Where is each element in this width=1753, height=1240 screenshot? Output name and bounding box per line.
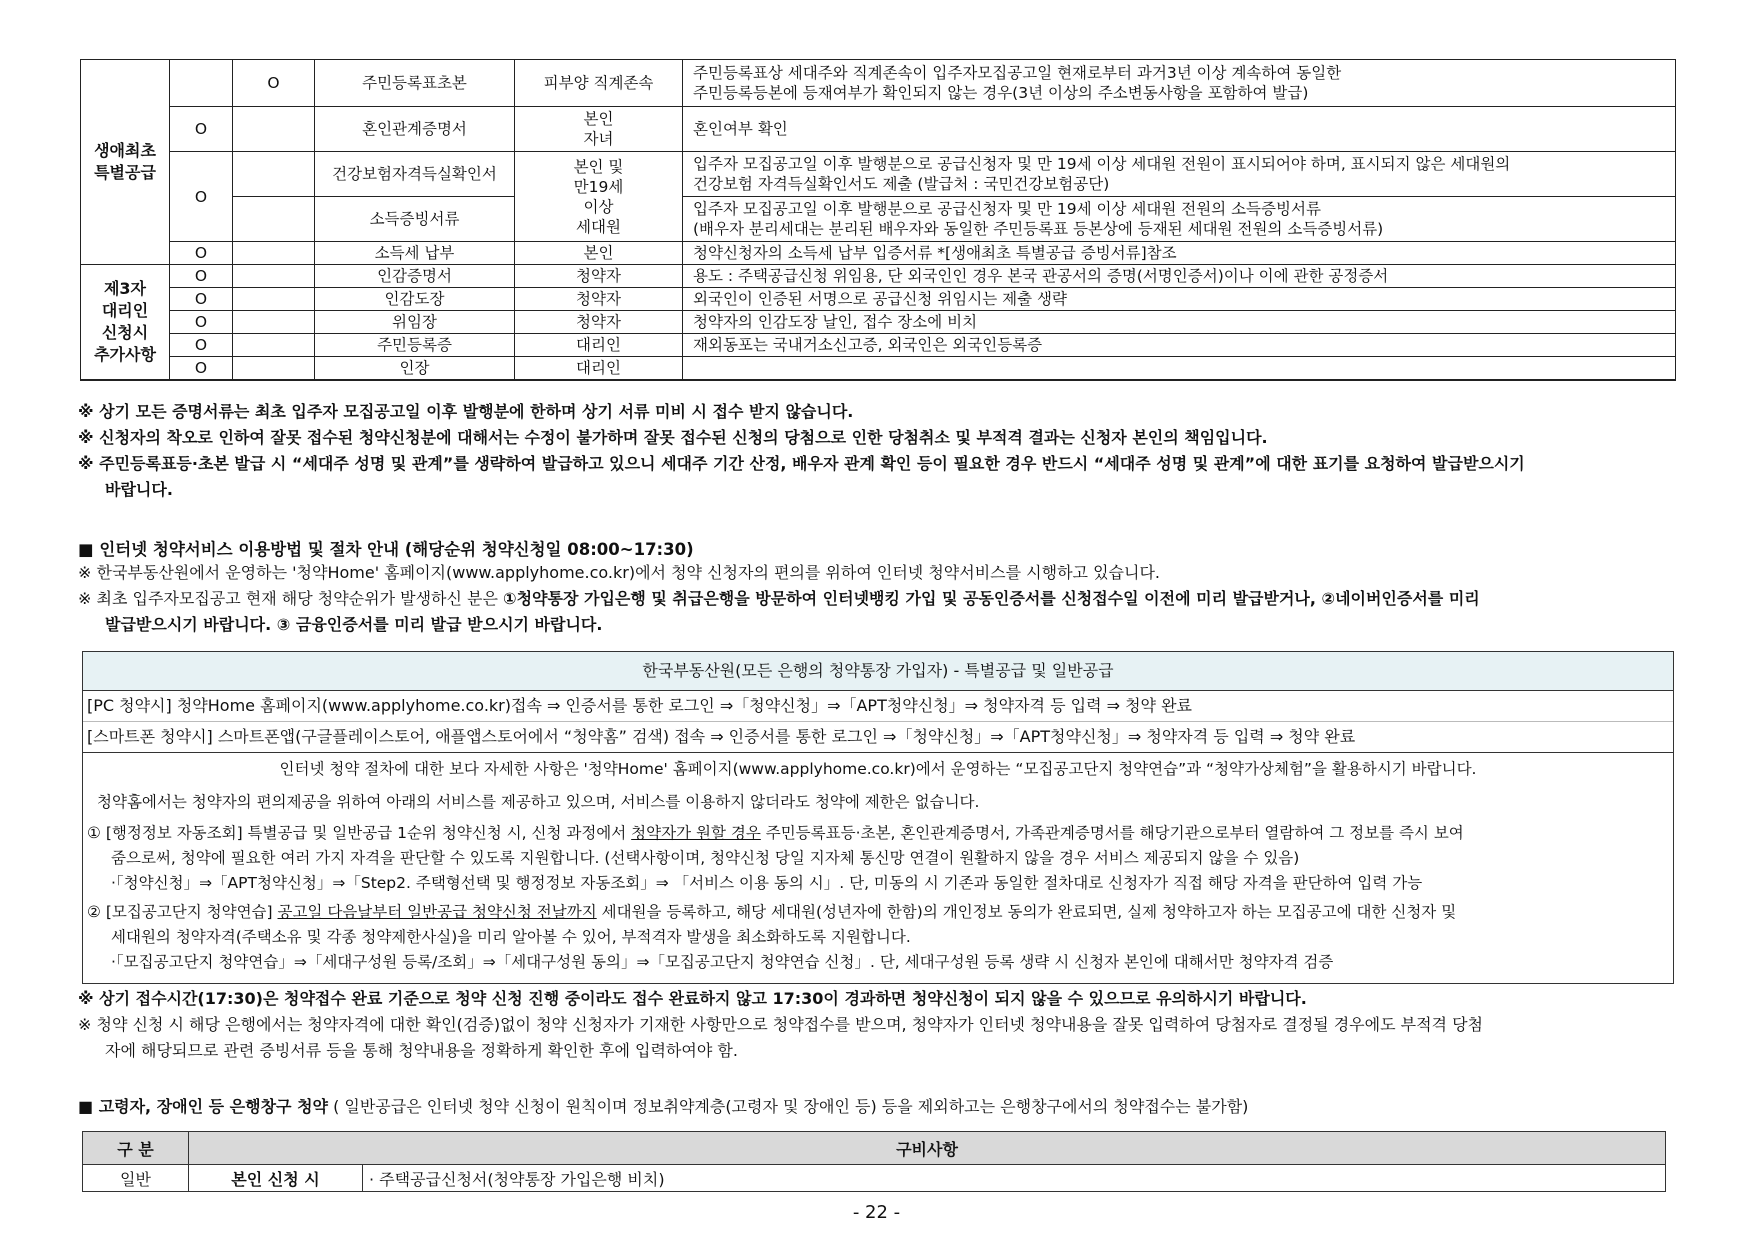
section-title-elderly: ■ 고령자, 장애인 등 은행창구 청약 ( 일반공급은 인터넷 청약 신청이 원칙이며 정보취약계층(고령자 및 장애인 등) 등을 제외하고는 은행창구에서의 청약접수는 불가함) xyxy=(78,1097,1249,1116)
doc-desc: 청약신청자의 소득세 납부 입증서류 *[생애최초 특별공급 증빙서류]참조 xyxy=(683,242,1676,265)
doc-name: 소득세 납부 xyxy=(315,242,515,265)
table-row: O 위임장 청약자 청약자의 인감도장 날인, 접수 장소에 비치 xyxy=(81,311,1676,334)
info-line: 발급받으시기 바랍니다. ③ 금융인증서를 미리 발급 받으시기 바랍니다. xyxy=(105,615,603,634)
doc-name: 주민등록증 xyxy=(315,334,515,357)
doc-target: 피부양 직계존속 xyxy=(515,60,683,107)
table-header-row: 구 분 구비사항 xyxy=(83,1132,1666,1165)
pc-procedure: [PC 청약시] 청약Home 홈페이지(www.applyhome.co.kr)접속 ⇒ 인증서를 통한 로그인 ⇒「청약신청」⇒「APT청약신청」⇒ 청약자격 등 입력 ⇒ 청약 완료 xyxy=(83,691,1673,722)
note-text: 바랍니다. xyxy=(105,480,173,499)
service-item-2: ② [모집공고단지 청약연습] 공고일 다음날부터 일반공급 청약신청 전날까지 세대원을 등록하고, 해당 세대원(성년자에 한함)의 개인정보 동의가 완료되면, 실제 청약하고자 하는 모집공고에 대한 신청자 및 xyxy=(87,903,1457,921)
note-text: ※ 신청자의 착오로 인하여 잘못 접수된 청약신청분에 대해서는 수정이 불가하며 잘못 접수된 신청의 당첨으로 인한 당첨취소 및 부적격 결과는 신청자 본인의 책임입니다. xyxy=(78,428,1268,447)
section-title-internet: ■ 인터넷 청약서비스 이용방법 및 절차 안내 (해당순위 청약신청일 08:00~17:30) xyxy=(78,540,694,559)
notes-block xyxy=(78,399,1688,503)
doc-target: 본인 자녀 xyxy=(515,107,683,152)
category-proxy: 제3자 대리인 신청시 추가사항 xyxy=(81,265,170,381)
doc-name: 주민등록표초본 xyxy=(315,60,515,107)
doc-target: 청약자 xyxy=(515,265,683,288)
doc-desc: 외국인이 인증된 서명으로 공급신청 위임시는 제출 생략 xyxy=(683,288,1676,311)
info-line: ※ 최초 입주자모집공고 현재 해당 청약순위가 발생하신 분은 ①청약통장 가입은행 및 취급은행을 방문하여 인터넷뱅킹 가입 및 공동인증서를 신청접수일 이전에 미리 발급받거나, ②네이버인증서를 미리 xyxy=(78,589,1480,608)
info-line: ※ 한국부동산원에서 운영하는 '청약Home' 홈페이지(www.applyhome.co.kr)에서 청약 신청자의 편의를 위하여 인터넷 청약서비스를 시행하고 있습니다. xyxy=(78,563,1160,582)
table-row: O 건강보험자격득실확인서 본인 및 만19세 이상 세대원 입주자 모집공고일 이후 발행분으로 공급신청자 및 만 19세 이상 세대원 전원이 표시되어야 하며, 표시되지 않은 세대원의 건강보험 자격득실확인서도 제출 (발급처 : 국민건강보험공단) xyxy=(81,152,1676,197)
service-item-1: ① [행정정보 자동조회] 특별공급 및 일반공급 1순위 청약신청 시, 신청 과정에서 청약자가 원할 경우 주민등록표등·초본, 혼인관계증명서, 가족관계증명서를 해당기관으로부터 열람하여 그 정보를 즉시 보여 xyxy=(87,824,1464,842)
required-documents-table xyxy=(80,59,1676,381)
internet-procedure-box xyxy=(82,651,1674,984)
service-description: 인터넷 청약 절차에 대한 보다 자세한 사항은 '청약Home' 홈페이지(www.applyhome.co.kr)에서 운영하는 “모집공고단지 청약연습”과 “청약가상체험”을 활용하시기 바랍니다. 청약홈에서는 청약자의 편의제공을 위하여 아래의 서비스를 제공하고 있으며, 서비스를 이용하지 않더라도 청약에 제한은 없습니다. ① [행정정보 자동조회] 특별공급 및 일반공급 1순위 청약신청 시, 신청 과정에서 청약자가 원할 경우 주민등록표등·초본, 혼인관계증명서, 가족관계증명서를 해당기관으로부터 열람하여 그 정보를 즉시 보여 줌으로써, 청약에 필요한 여러 가지 자격을 판단할 수 있도록 지원합니다. (선택사항이며, 청약신청 당일 지자체 통신망 연결이 원활하지 않을 경우 서비스 제공되지 않을 수 있음) ·「청약신청」⇒「APT청약신청」⇒「Step2. 주택형선택 및 행정정보 자동조회」⇒ 「서비스 이용 동의 시」. 단, 미동의 시 기존과 동일한 절차대로 신청자가 직접 해당 자격을 판단하여 입력 가능 ② [모집공고단지 청약연습] 공고일 다음날부터 일반공급 청약신청 전날까지 세대원을 등록하고, 해당 세대원(성년자에 한함)의 개인정보 동의가 완료되면, 실제 청약하고자 하는 모집공고에 대한 신청자 및 세대원의 청약자격(주택소유 및 각종 청약제한사실)을 미리 알아볼 수 있어, 부적격자 발생을 최소화하도록 지원합니다. ·「모집공고단지 청약연습」⇒「세대구성원 등록/조회」⇒「세대구성원 동의」⇒「모집공고단지 청약연습 신청」. 단, 세대구성원 등록 생략 시 신청자 본인에 대해서만 청약자격 검증 xyxy=(83,757,1673,975)
doc-target: 본인 및 만19세 이상 세대원 xyxy=(515,152,683,242)
doc-name: 소득증빙서류 xyxy=(315,197,515,242)
doc-desc: 주민등록표상 세대주와 직계존속이 입주자모집공고일 현재로부터 과거3년 이상 계속하여 동일한 주민등록등본에 등재여부가 확인되지 않는 경우(3년 이상의 주소변동사항을 포함하여 발급) xyxy=(683,60,1676,107)
doc-name: 혼인관계증명서 xyxy=(315,107,515,152)
doc-desc: 혼인여부 확인 xyxy=(683,107,1676,152)
info-text: 인터넷 청약 절차에 대한 보다 자세한 사항은 '청약Home' 홈페이지(www.applyhome.co.kr)에서 운영하는 “모집공고단지 청약연습”과 “청약가상체험”을 활용하시기 바랍니다. xyxy=(279,760,1477,778)
table-row: O 혼인관계증명서 본인 자녀 혼인여부 확인 xyxy=(81,107,1676,152)
doc-name: 인장 xyxy=(315,357,515,381)
doc-desc: 입주자 모집공고일 이후 발행분으로 공급신청자 및 만 19세 이상 세대원 전원이 표시되어야 하며, 표시되지 않은 세대원의 건강보험 자격득실확인서도 제출 (발급처 : 국민건강보험공단) xyxy=(683,152,1676,197)
doc-name: 건강보험자격득실확인서 xyxy=(315,152,515,197)
category-first-home: 생애최초 특별공급 xyxy=(81,60,170,265)
doc-desc xyxy=(683,357,1676,381)
note-text: ※ 상기 접수시간(17:30)은 청약접수 완료 기준으로 청약 신청 진행 중이라도 접수 완료하지 않고 17:30이 경과하면 청약신청이 되지 않을 수 있으므로 유의하시기 바랍니다. xyxy=(78,989,1307,1008)
doc-target: 대리인 xyxy=(515,357,683,381)
doc-desc: 청약자의 인감도장 날인, 접수 장소에 비치 xyxy=(683,311,1676,334)
note-text: ※ 상기 모든 증명서류는 최초 입주자 모집공고일 이후 발행분에 한하며 상기 서류 미비 시 접수 받지 않습니다. xyxy=(78,402,854,421)
table-row xyxy=(81,197,1676,242)
doc-name: 위임장 xyxy=(315,311,515,334)
table-row: O 주민등록증 대리인 재외동포는 국내거소신고증, 외국인은 외국인등록증 xyxy=(81,334,1676,357)
doc-desc: 용도 : 주택공급신청 위임용, 단 외국인인 경우 본국 관공서의 증명(서명인증서)이나 이에 관한 공정증서 xyxy=(683,265,1676,288)
doc-name: 인감도장 xyxy=(315,288,515,311)
table-row: O 인장 대리인 xyxy=(81,357,1676,381)
service-intro: 청약홈에서는 청약자의 편의제공을 위하여 아래의 서비스를 제공하고 있으며, 서비스를 이용하지 않더라도 청약에 제한은 없습니다. xyxy=(97,793,980,811)
table-row: 생애최초 특별공급 O 주민등록표초본 피부양 직계존속 주민등록표상 세대주와 직계존속이 입주자모집공고일 현재로부터 과거3년 이상 계속하여 동일한 주민등록등본에 등재여부가 확인되지 않는 경우(3년 이상의 주소변동사항을 포함하여 발급) xyxy=(81,60,1676,107)
page-number: - 22 - xyxy=(852,1202,901,1223)
doc-target: 청약자 xyxy=(515,288,683,311)
doc-name: 인감증명서 xyxy=(315,265,515,288)
note-text: ※ 주민등록표등·초본 발급 시 “세대주 성명 및 관계”를 생략하여 발급하고 있으니 세대주 기간 산정, 배우자 관계 확인 등이 필요한 경우 반드시 “세대주 성명 및 관계”에 대한 표기를 요청하여 발급받으시기 xyxy=(78,454,1525,473)
doc-desc: 재외동포는 국내거소신고증, 외국인은 외국인등록증 xyxy=(683,334,1676,357)
doc-target: 대리인 xyxy=(515,334,683,357)
table-row: 일반 본인 신청 시 · 주택공급신청서(청약통장 가입은행 비치) xyxy=(83,1165,1666,1192)
doc-target: 청약자 xyxy=(515,311,683,334)
box-header: 한국부동산원(모든 은행의 청약통장 가입자) - 특별공급 및 일반공급 xyxy=(83,652,1673,691)
mobile-procedure: [스마트폰 청약시] 스마트폰앱(구글플레이스토어, 애플앱스토어에서 “청약홈” 검색) 접속 ⇒ 인증서를 통한 로그인 ⇒「청약신청」⇒「APT청약신청」⇒ 청약자격 등 입력 ⇒ 청약 완료 xyxy=(83,722,1673,753)
doc-target: 본인 xyxy=(515,242,683,265)
note-text: 자에 해당되므로 관련 증빙서류 등을 통해 청약내용을 정확하게 확인한 후에 입력하여야 함. xyxy=(105,1041,738,1060)
doc-desc: 입주자 모집공고일 이후 발행분으로 공급신청자 및 만 19세 이상 세대원 전원의 소득증빙서류 (배우자 분리세대는 분리된 배우자와 동일한 주민등록표 등본상에 등재된 세대원 전원의 소득증빙서류) xyxy=(683,197,1676,242)
bank-window-table xyxy=(82,1131,1666,1192)
table-row: O 소득세 납부 본인 청약신청자의 소득세 납부 입증서류 *[생애최초 특별공급 증빙서류]참조 xyxy=(81,242,1676,265)
note-text: ※ 청약 신청 시 해당 은행에서는 청약자격에 대한 확인(검증)없이 청약 신청자가 기재한 사항만으로 청약접수를 받으며, 청약자가 인터넷 청약내용을 잘못 입력하여 당첨자로 결정될 경우에도 부적격 당첨 xyxy=(78,1015,1483,1034)
table-row: O 인감도장 청약자 외국인이 인증된 서명으로 공급신청 위임시는 제출 생략 xyxy=(81,288,1676,311)
table-row: 제3자 대리인 신청시 추가사항 O 인감증명서 청약자 용도 : 주택공급신청 위임용, 단 외국인인 경우 본국 관공서의 증명(서명인증서)이나 이에 관한 공정증서 xyxy=(81,265,1676,288)
